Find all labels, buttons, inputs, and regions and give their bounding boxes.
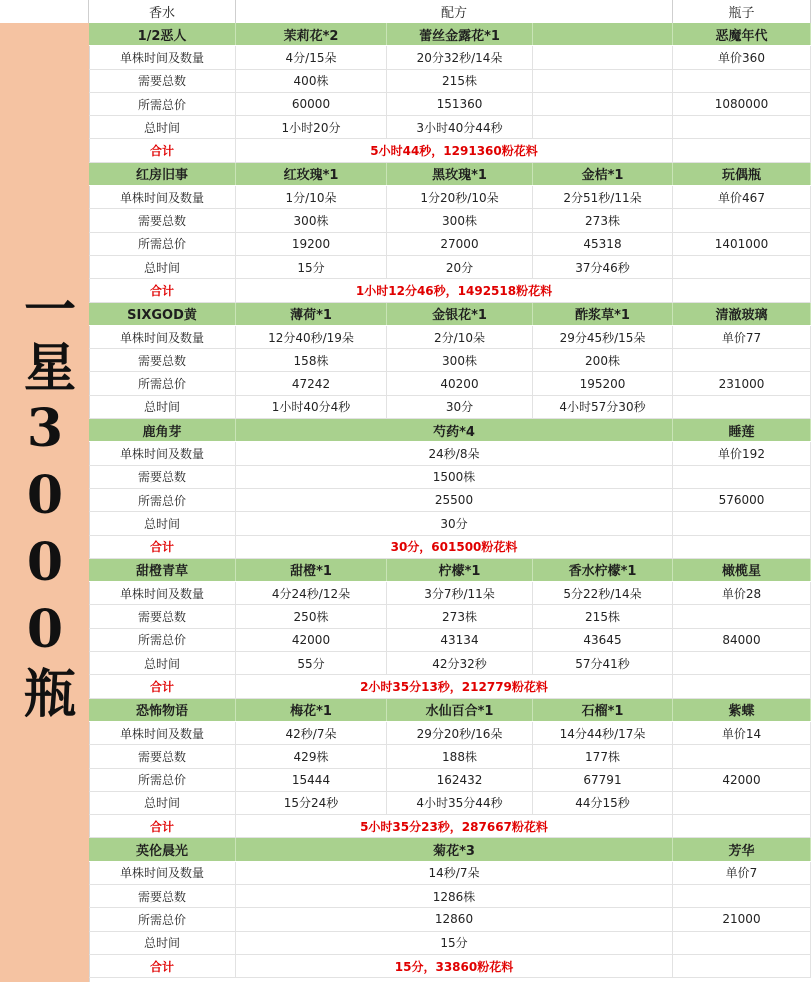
- table-cell[interactable]: 20分32秒/14朵: [387, 46, 533, 68]
- table-cell[interactable]: 总时间: [89, 512, 236, 534]
- total-value[interactable]: 5小时44秒，1291360粉花料: [236, 139, 673, 161]
- table-cell[interactable]: 200株: [533, 349, 673, 371]
- table-cell[interactable]: 需要总数: [89, 349, 236, 371]
- table-cell[interactable]: 215株: [387, 70, 533, 92]
- table-cell[interactable]: 43134: [387, 629, 533, 651]
- table-row: [89, 629, 811, 652]
- table-cell[interactable]: 44分15秒: [533, 792, 673, 814]
- table-row: [89, 862, 811, 885]
- table-cell[interactable]: 2分51秒/11朵: [533, 186, 673, 208]
- table-cell[interactable]: 55分: [236, 652, 387, 674]
- table-row: [89, 908, 811, 931]
- total-row: [89, 815, 811, 838]
- table-cell[interactable]: 12860: [236, 908, 673, 930]
- table-row: [89, 769, 811, 792]
- table-row: [89, 792, 811, 815]
- table-cell[interactable]: 单价192: [673, 442, 811, 464]
- total-row: [89, 139, 811, 162]
- table-cell[interactable]: [673, 605, 811, 627]
- table-row: [89, 489, 811, 512]
- table-cell[interactable]: [673, 745, 811, 767]
- table-cell[interactable]: [533, 116, 673, 138]
- table-cell[interactable]: 14分44秒/17朵: [533, 722, 673, 744]
- table-cell[interactable]: 1分/10朵: [236, 186, 387, 208]
- section-title-row: [89, 303, 811, 326]
- table-cell[interactable]: 4小时57分30秒: [533, 396, 673, 418]
- table-cell[interactable]: 27000: [387, 233, 533, 255]
- table-cell[interactable]: 3小时40分44秒: [387, 116, 533, 138]
- table-row: [89, 209, 811, 232]
- table-cell[interactable]: 67791: [533, 769, 673, 791]
- table-cell[interactable]: 29分20秒/16朵: [387, 722, 533, 744]
- table-cell[interactable]: [673, 955, 811, 977]
- table-cell[interactable]: 金桔*1: [533, 163, 673, 185]
- section-title-row: [89, 838, 811, 861]
- table-cell[interactable]: 273株: [533, 209, 673, 231]
- total-value[interactable]: 5小时35分23秒，287667粉花料: [236, 815, 673, 837]
- total-label[interactable]: 合计: [89, 139, 236, 161]
- table-cell[interactable]: 177株: [533, 745, 673, 767]
- table-row: [89, 256, 811, 279]
- table-cell[interactable]: 188株: [387, 745, 533, 767]
- header-bottle[interactable]: 瓶子: [673, 0, 811, 23]
- table-cell[interactable]: 单株时间及数量: [89, 186, 236, 208]
- table-cell[interactable]: 1286株: [236, 885, 673, 907]
- total-label[interactable]: 合计: [89, 815, 236, 837]
- table-cell[interactable]: 84000: [673, 629, 811, 651]
- table-cell[interactable]: 水仙百合*1: [387, 699, 533, 721]
- table-cell[interactable]: 25500: [236, 489, 673, 511]
- table-cell[interactable]: 紫蝶: [673, 699, 811, 721]
- table-cell[interactable]: 玩偶瓶: [673, 163, 811, 185]
- table-cell[interactable]: 总时间: [89, 932, 236, 954]
- total-label[interactable]: 合计: [89, 279, 236, 301]
- table-cell[interactable]: 231000: [673, 372, 811, 394]
- table-cell[interactable]: 300株: [387, 209, 533, 231]
- table-cell[interactable]: [673, 139, 811, 161]
- table-cell[interactable]: [673, 256, 811, 278]
- table-row: [89, 186, 811, 209]
- table-cell[interactable]: 单价14: [673, 722, 811, 744]
- section-title-row: [89, 163, 811, 186]
- table-cell[interactable]: 19200: [236, 233, 387, 255]
- table-cell[interactable]: 单株时间及数量: [89, 722, 236, 744]
- table-cell[interactable]: 60000: [236, 93, 387, 115]
- table-cell[interactable]: 42分32秒: [387, 652, 533, 674]
- table-cell[interactable]: SIXGOD黄: [89, 303, 236, 325]
- table-cell[interactable]: 所需总价: [89, 908, 236, 930]
- table-cell[interactable]: 4小时35分44秒: [387, 792, 533, 814]
- table-cell[interactable]: 酢浆草*1: [533, 303, 673, 325]
- table-cell[interactable]: 429株: [236, 745, 387, 767]
- table-cell[interactable]: 薄荷*1: [236, 303, 387, 325]
- table-cell[interactable]: 橄榄星: [673, 559, 811, 581]
- total-row: [89, 955, 811, 978]
- table-cell[interactable]: 总时间: [89, 116, 236, 138]
- table-cell[interactable]: 1分20秒/10朵: [387, 186, 533, 208]
- table-cell[interactable]: 恐怖物语: [89, 699, 236, 721]
- table-cell[interactable]: 梅花*1: [236, 699, 387, 721]
- table-cell[interactable]: 英伦晨光: [89, 838, 236, 860]
- table-cell[interactable]: 30分: [236, 512, 673, 534]
- table-cell[interactable]: 15分: [236, 932, 673, 954]
- table-cell[interactable]: [533, 93, 673, 115]
- total-label[interactable]: 合计: [89, 955, 236, 977]
- table-cell[interactable]: 甜橙*1: [236, 559, 387, 581]
- table-cell[interactable]: [533, 23, 673, 45]
- table-row: [89, 466, 811, 489]
- table-cell[interactable]: 所需总价: [89, 769, 236, 791]
- table-cell[interactable]: 12分40秒/19朵: [236, 326, 387, 348]
- table-row: [89, 93, 811, 116]
- table-cell[interactable]: [673, 675, 811, 697]
- table-row: [89, 70, 811, 93]
- table-cell[interactable]: [673, 396, 811, 418]
- table-row: [89, 605, 811, 628]
- table-cell[interactable]: [673, 116, 811, 138]
- total-value[interactable]: 2小时35分13秒，212779粉花料: [236, 675, 673, 697]
- table-cell[interactable]: 单株时间及数量: [89, 326, 236, 348]
- table-cell[interactable]: 甜橙青草: [89, 559, 236, 581]
- table-cell[interactable]: [673, 349, 811, 371]
- table-row: [89, 396, 811, 419]
- table-cell[interactable]: 3分7秒/11朵: [387, 582, 533, 604]
- table-cell[interactable]: 恶魔年代: [673, 23, 811, 45]
- table-cell[interactable]: 14秒/7朵: [236, 862, 673, 884]
- section-title-row: [89, 559, 811, 582]
- table-row: [89, 722, 811, 745]
- table-cell[interactable]: 42秒/7朵: [236, 722, 387, 744]
- section-title-row: [89, 699, 811, 722]
- table-cell[interactable]: 162432: [387, 769, 533, 791]
- table-cell[interactable]: 清澈玻璃: [673, 303, 811, 325]
- table-row: [89, 932, 811, 955]
- table-row: [89, 442, 811, 465]
- table-cell[interactable]: 石榴*1: [533, 699, 673, 721]
- total-value[interactable]: 1小时12分46秒，1492518粉花料: [236, 279, 673, 301]
- table-cell[interactable]: 菊花*3: [236, 838, 673, 860]
- table-cell[interactable]: 鹿角芽: [89, 419, 236, 441]
- table-cell[interactable]: 红房旧事: [89, 163, 236, 185]
- side-title: 一星3000瓶: [14, 281, 76, 724]
- table-row: [89, 372, 811, 395]
- table-cell[interactable]: 需要总数: [89, 605, 236, 627]
- table-cell[interactable]: [673, 209, 811, 231]
- table-cell[interactable]: 21000: [673, 908, 811, 930]
- table-cell[interactable]: 400株: [236, 70, 387, 92]
- table-cell[interactable]: 1500株: [236, 466, 673, 488]
- table-row: [89, 349, 811, 372]
- table-cell[interactable]: 43645: [533, 629, 673, 651]
- table-cell[interactable]: 47242: [236, 372, 387, 394]
- table-cell[interactable]: [673, 536, 811, 558]
- table-cell[interactable]: [673, 885, 811, 907]
- table-cell[interactable]: 24秒/8朵: [236, 442, 673, 464]
- table-cell[interactable]: 单价360: [673, 46, 811, 68]
- table-cell[interactable]: 所需总价: [89, 629, 236, 651]
- table-cell[interactable]: 黑玫瑰*1: [387, 163, 533, 185]
- table-cell[interactable]: 15分: [236, 256, 387, 278]
- table-cell[interactable]: [673, 279, 811, 301]
- recipe-table: [89, 23, 811, 978]
- table-cell[interactable]: 1小时20分: [236, 116, 387, 138]
- table-cell[interactable]: 所需总价: [89, 93, 236, 115]
- table-cell[interactable]: [673, 652, 811, 674]
- table-cell[interactable]: 215株: [533, 605, 673, 627]
- table-cell[interactable]: 红玫瑰*1: [236, 163, 387, 185]
- total-value[interactable]: 15分，33860粉花料: [236, 955, 673, 977]
- header-recipe[interactable]: 配方: [236, 0, 673, 23]
- table-cell[interactable]: 15444: [236, 769, 387, 791]
- table-row: [89, 885, 811, 908]
- table-cell[interactable]: 158株: [236, 349, 387, 371]
- table-cell[interactable]: 单株时间及数量: [89, 862, 236, 884]
- table-row: [89, 582, 811, 605]
- total-row: [89, 536, 811, 559]
- table-cell[interactable]: 总时间: [89, 652, 236, 674]
- table-cell[interactable]: 单株时间及数量: [89, 46, 236, 68]
- total-row: [89, 675, 811, 698]
- table-cell[interactable]: 300株: [236, 209, 387, 231]
- table-cell[interactable]: 4分/15朵: [236, 46, 387, 68]
- table-cell[interactable]: 柠檬*1: [387, 559, 533, 581]
- table-cell[interactable]: 芍药*4: [236, 419, 673, 441]
- total-label[interactable]: 合计: [89, 536, 236, 558]
- table-cell[interactable]: 42000: [236, 629, 387, 651]
- corner-cell: [0, 0, 89, 23]
- table-cell[interactable]: 42000: [673, 769, 811, 791]
- table-cell[interactable]: 睡莲: [673, 419, 811, 441]
- table-cell[interactable]: 茉莉花*2: [236, 23, 387, 45]
- table-cell[interactable]: 单价28: [673, 582, 811, 604]
- table-row: [89, 46, 811, 69]
- table-cell[interactable]: 金银花*1: [387, 303, 533, 325]
- table-cell[interactable]: 单价467: [673, 186, 811, 208]
- table-cell[interactable]: 所需总价: [89, 233, 236, 255]
- table-cell[interactable]: 需要总数: [89, 466, 236, 488]
- table-row: [89, 233, 811, 256]
- table-cell[interactable]: 蕾丝金露花*1: [387, 23, 533, 45]
- table-cell[interactable]: 需要总数: [89, 70, 236, 92]
- header-perfume[interactable]: 香水: [89, 0, 236, 23]
- table-cell[interactable]: 20分: [387, 256, 533, 278]
- table-cell[interactable]: 单株时间及数量: [89, 442, 236, 464]
- table-cell[interactable]: 单价7: [673, 862, 811, 884]
- table-cell[interactable]: 30分: [387, 396, 533, 418]
- side-title-cell: [0, 23, 90, 982]
- table-cell[interactable]: 1080000: [673, 93, 811, 115]
- table-cell[interactable]: [673, 466, 811, 488]
- table-cell[interactable]: 195200: [533, 372, 673, 394]
- table-cell[interactable]: 300株: [387, 349, 533, 371]
- total-row: [89, 279, 811, 302]
- section-title-row: [89, 23, 811, 46]
- table-row: [89, 326, 811, 349]
- total-label[interactable]: 合计: [89, 675, 236, 697]
- table-cell[interactable]: 57分41秒: [533, 652, 673, 674]
- table-cell[interactable]: 40200: [387, 372, 533, 394]
- table-cell[interactable]: 1401000: [673, 233, 811, 255]
- table-row: [89, 745, 811, 768]
- table-cell[interactable]: 需要总数: [89, 745, 236, 767]
- table-cell[interactable]: 所需总价: [89, 489, 236, 511]
- table-cell[interactable]: 芳华: [673, 838, 811, 860]
- table-cell[interactable]: 576000: [673, 489, 811, 511]
- table-cell[interactable]: 单株时间及数量: [89, 582, 236, 604]
- column-header-row: [0, 0, 811, 24]
- table-cell[interactable]: 单价77: [673, 326, 811, 348]
- table-cell[interactable]: 香水柠檬*1: [533, 559, 673, 581]
- table-cell[interactable]: [533, 70, 673, 92]
- table-row: [89, 116, 811, 139]
- table-row: [89, 652, 811, 675]
- table-cell[interactable]: 总时间: [89, 256, 236, 278]
- section-title-row: [89, 419, 811, 442]
- table-cell[interactable]: 需要总数: [89, 885, 236, 907]
- table-cell[interactable]: 1小时40分4秒: [236, 396, 387, 418]
- table-cell[interactable]: [533, 46, 673, 68]
- table-cell[interactable]: 45318: [533, 233, 673, 255]
- total-value[interactable]: 30分，601500粉花料: [236, 536, 673, 558]
- table-cell[interactable]: [673, 70, 811, 92]
- table-cell[interactable]: 4分24秒/12朵: [236, 582, 387, 604]
- table-row: [89, 512, 811, 535]
- table-cell[interactable]: 需要总数: [89, 209, 236, 231]
- table-cell[interactable]: [673, 512, 811, 534]
- table-cell[interactable]: 37分46秒: [533, 256, 673, 278]
- table-cell[interactable]: 2分/10朵: [387, 326, 533, 348]
- table-cell[interactable]: 273株: [387, 605, 533, 627]
- table-cell[interactable]: 151360: [387, 93, 533, 115]
- table-cell[interactable]: 总时间: [89, 792, 236, 814]
- table-cell[interactable]: 29分45秒/15朵: [533, 326, 673, 348]
- table-cell[interactable]: 250株: [236, 605, 387, 627]
- table-cell[interactable]: 1/2恶人: [89, 23, 236, 45]
- table-cell[interactable]: 5分22秒/14朵: [533, 582, 673, 604]
- table-cell[interactable]: 总时间: [89, 396, 236, 418]
- table-cell[interactable]: 所需总价: [89, 372, 236, 394]
- table-cell[interactable]: [673, 932, 811, 954]
- table-cell[interactable]: 15分24秒: [236, 792, 387, 814]
- table-cell[interactable]: [673, 792, 811, 814]
- table-cell[interactable]: [673, 815, 811, 837]
